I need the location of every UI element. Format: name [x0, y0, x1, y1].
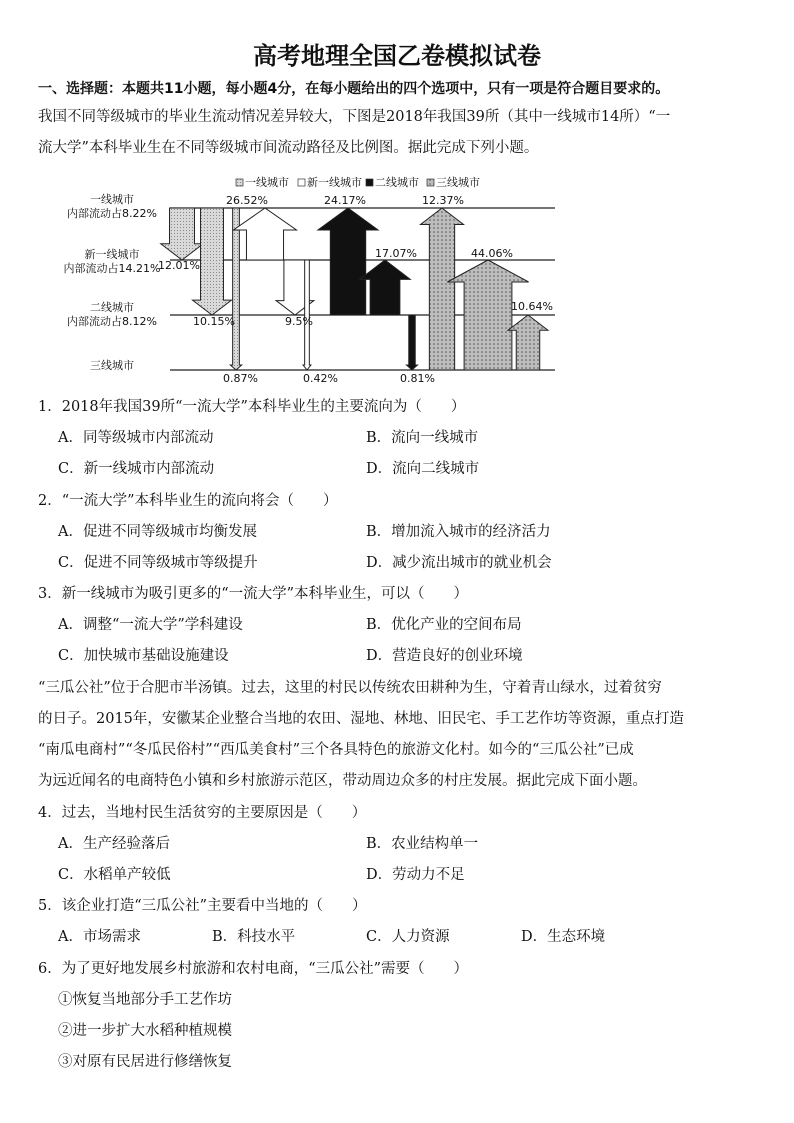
question-4-option-c[interactable]: C．水稻单产较低 — [58, 867, 171, 883]
flow-arrow-9 — [406, 315, 417, 370]
flow-label-1-3: 10.15% — [193, 315, 235, 328]
intro2-line3: “南瓜电商村”“冬瓜民俗村”“西瓜美食村”三个各具特色的旅游文化村。如今的“三瓜公社”已成 — [38, 742, 634, 758]
question-2-option-d[interactable]: D．减少流出城市的就业机会 — [366, 555, 552, 571]
question-3-option-b[interactable]: B．优化产业的空间布局 — [366, 617, 522, 633]
question-4-option-a[interactable]: A．生产经验落后 — [58, 836, 170, 852]
question-5-option-a[interactable]: A．市场需求 — [58, 929, 141, 945]
section-header: 一、选择题：本题共11小题，每小题4分，在每小题给出的四个选项中，只有一项是符合题目要求的。 — [38, 81, 670, 97]
question-3-option-c[interactable]: C．加快城市基础设施建设 — [58, 648, 229, 664]
page-title: 高考地理全国乙卷模拟试卷 — [253, 42, 541, 70]
flow-arrow-10 — [420, 208, 463, 370]
legend-label-1: 一线城市 — [245, 176, 289, 189]
flow-chart — [60, 170, 560, 385]
intro1-line1: 我国不同等级城市的毕业生流动情况差异较大，下图是2018年我国39所（其中一线城市14所）“一 — [38, 109, 671, 125]
question-3-stem: 3．新一线城市为吸引更多的“一流大学”本科毕业生，可以（ ） — [38, 586, 469, 602]
intro2-line1: “三瓜公社”位于合肥市半汤镇。过去，这里的村民以传统农田耕种为生，守着青山绿水，过着贫穷 — [38, 680, 662, 696]
level-name-1: 一线城市 — [90, 193, 134, 206]
level-internal-3: 内部流动占8.12% — [67, 315, 157, 328]
flow-arrow-12 — [508, 315, 548, 370]
flow-arrow-7 — [318, 208, 378, 315]
flow-label-1-2: 12.01% — [158, 259, 200, 272]
question-5-stem: 5．该企业打造“三瓜公社”主要看中当地的（ ） — [38, 898, 367, 914]
question-6-item-2[interactable]: ②进一步扩大水稻种植规模 — [58, 1023, 232, 1039]
legend-swatch-2 — [298, 179, 305, 186]
question-5-option-b[interactable]: B．科技水平 — [212, 929, 296, 945]
intro1-line2: 流大学”本科毕业生在不同等级城市间流动路径及比例图。据此完成下列小题。 — [38, 140, 539, 156]
flow-arrow-4 — [233, 208, 296, 260]
flow-arrow-3 — [230, 208, 241, 370]
question-3-option-a[interactable]: A．调整“一流大学”学科建设 — [58, 617, 243, 633]
level-internal-2: 内部流动占14.21% — [63, 262, 161, 275]
question-1-stem: 1．2018年我国39所“一流大学”本科毕业生的主要流向为（ ） — [38, 399, 466, 415]
question-2-option-c[interactable]: C．促进不同等级城市等级提升 — [58, 555, 258, 571]
question-6-item-3[interactable]: ③对原有民居进行修缮恢复 — [58, 1054, 232, 1070]
question-6-stem: 6．为了更好地发展乡村旅游和农村电商，“三瓜公社”需要（ ） — [38, 961, 469, 977]
question-2-stem: 2．“一流大学”本科毕业生的流向将会（ ） — [38, 493, 338, 509]
legend-label-3: 二线城市 — [375, 176, 419, 189]
flow-label-2-1: 26.52% — [226, 194, 268, 207]
legend-label-4: 三线城市 — [436, 176, 480, 189]
flow-arrow-8 — [360, 260, 411, 315]
level-name-3: 二线城市 — [90, 301, 134, 314]
legend — [236, 175, 480, 189]
question-6-item-1[interactable]: ①恢复当地部分手工艺作坊 — [58, 992, 232, 1008]
intro2-line2: 的日子。2015年，安徽某企业整合当地的农田、湿地、林地、旧民宅、手工艺作坊等资源，重点打造 — [38, 711, 684, 727]
flow-label-3-4: 0.81% — [400, 372, 435, 385]
question-2-option-b[interactable]: B．增加流入城市的经济活力 — [366, 524, 551, 540]
question-5-option-c[interactable]: C．人力资源 — [366, 929, 450, 945]
question-5-option-d[interactable]: D．生态环境 — [521, 929, 606, 945]
question-1-option-b[interactable]: B．流向一线城市 — [366, 430, 479, 446]
question-4-option-d[interactable]: D．劳动力不足 — [366, 867, 465, 883]
intro2-line4: 为远近闻名的电商特色小镇和乡村旅游示范区，带动周边众多的村庄发展。据此完成下面小题。 — [38, 773, 647, 789]
flow-arrow-1 — [161, 208, 203, 260]
legend-label-2: 新一线城市 — [307, 176, 362, 189]
flow-label-3-2: 17.07% — [375, 247, 417, 260]
question-4-stem: 4．过去，当地村民生活贫穷的主要原因是（ ） — [38, 805, 367, 821]
question-1-option-c[interactable]: C．新一线城市内部流动 — [58, 461, 215, 477]
legend-swatch-1 — [236, 179, 243, 186]
flow-label-4-1: 12.37% — [422, 194, 464, 207]
flow-label-3-1: 24.17% — [324, 194, 366, 207]
question-2-option-a[interactable]: A．促进不同等级城市均衡发展 — [58, 524, 257, 540]
legend-swatch-3 — [366, 179, 373, 186]
legend-swatch-4 — [427, 179, 434, 186]
flow-label-2-3: 9.5% — [285, 315, 313, 328]
flow-label-4-3: 10.64% — [511, 300, 553, 313]
question-4-option-b[interactable]: B．农业结构单一 — [366, 836, 479, 852]
level-name-4: 三线城市 — [90, 359, 134, 372]
level-internal-1: 内部流动占8.22% — [67, 207, 157, 220]
flow-label-2-4: 0.42% — [303, 372, 338, 385]
question-1-option-d[interactable]: D．流向二线城市 — [366, 461, 480, 477]
question-3-option-d[interactable]: D．营造良好的创业环境 — [366, 648, 523, 664]
level-name-2: 新一线城市 — [84, 248, 140, 261]
flow-label-1-4: 0.87% — [223, 372, 258, 385]
question-1-option-a[interactable]: A．同等级城市内部流动 — [58, 430, 214, 446]
flow-label-4-2: 44.06% — [471, 247, 513, 260]
